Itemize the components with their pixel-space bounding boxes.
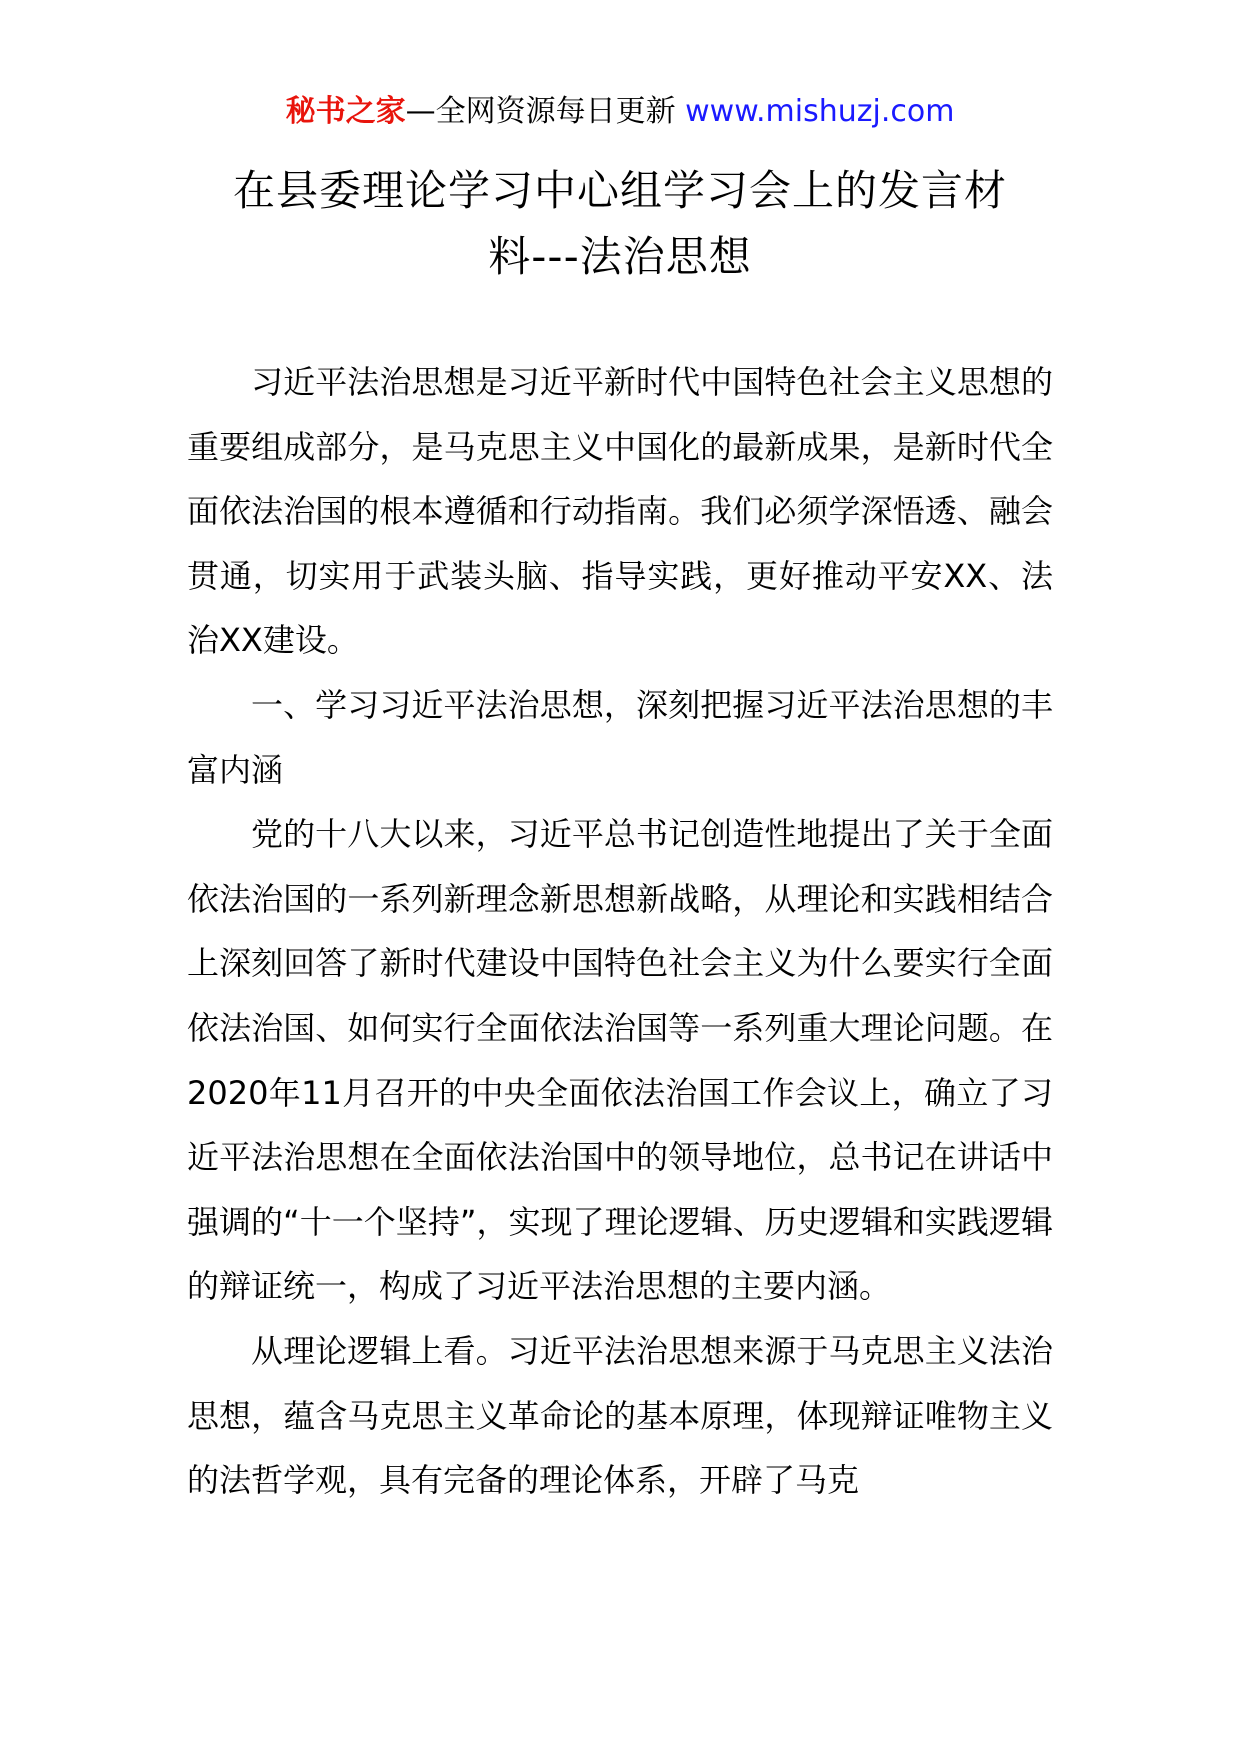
title-line-2: 料---法治思想 (488, 232, 752, 281)
banner-tagline: —全网资源每日更新 (405, 94, 676, 129)
site-url-link[interactable]: www.mishuzj.com (685, 94, 955, 129)
section-heading-1: 一、学习习近平法治思想，深刻把握习近平法治思想的丰富内涵 (187, 685, 1053, 789)
brand-name: 秘书之家 (285, 94, 406, 129)
body-paragraph: 从理论逻辑上看。习近平法治思想来源于马克思主义法治思想，蕴含马克思主义革命论的基本原理，体现辩证唯物主义的法哲学观，具有完备的理论体系，开辟了马克 (187, 1331, 1053, 1500)
site-banner (0, 92, 1240, 132)
body-paragraph: 党的十八大以来，习近平总书记创造性地提出了关于全面依法治国的一系列新理念新思想新战略，从理论和实践相结合上深刻回答了新时代建设中国特色社会主义为什么要实行全面依法治国、如何实行全面依法治国等一系列重大理论问题。在2020年11月召开的中央全面依法治国工作会议上，确立了习近平法治思想在全面依法治国中的领导地位，总书记在讲话中强调的“十一个坚持”，实现了理论逻辑、历史逻辑和实践逻辑的辩证统一，构成了习近平法治思想的主要内涵。 (187, 815, 1053, 1306)
body-paragraph-intro: 习近平法治思想是习近平新时代中国特色社会主义思想的重要组成部分，是马克思主义中国化的最新成果，是新时代全面依法治国的根本遵循和行动指南。我们必须学深悟透、融会贯通，切实用于武装头脑、指导实践，更好推动平安XX、法治XX建设。 (187, 363, 1053, 660)
document-title (185, 158, 1055, 290)
title-line-1: 在县委理论学习中心组学习会上的发言材 (232, 166, 1007, 215)
document-body (187, 350, 1053, 1513)
